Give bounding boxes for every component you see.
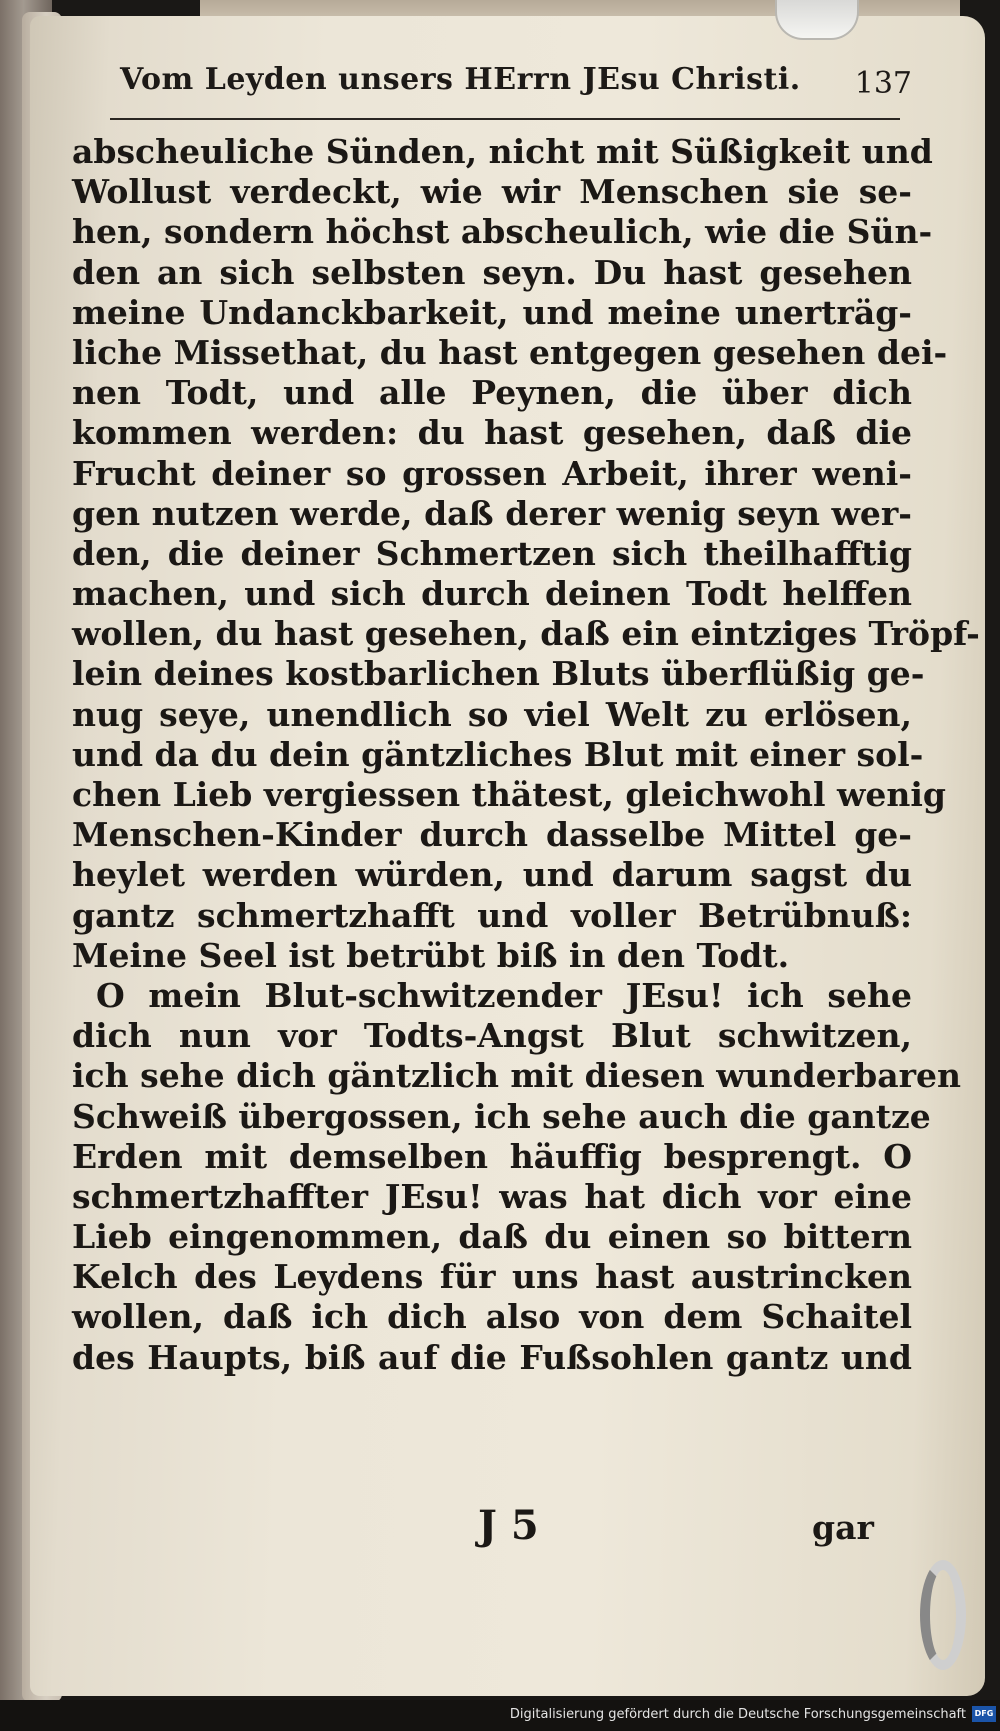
signature-mark: J 5 [478, 1502, 539, 1549]
body-text [72, 132, 980, 1522]
text-line: gantz schmertzhafft und voller Betrübnuß: [72, 895, 912, 935]
text-line: dich nun vor Todts-Angst Blut schwitzen, [72, 1016, 912, 1056]
text-line: ich sehe dich gäntzlich mit diesen wunderbaren [72, 1056, 961, 1096]
header-rule [110, 118, 900, 120]
text-line: Meine Seel ist betrübt biß in den Todt. [72, 935, 790, 975]
text-line: den, die deiner Schmertzen sich theilhafftig [72, 533, 912, 573]
text-line: den an sich selbsten seyn. Du hast gesehen [72, 252, 912, 292]
funding-credit: Digitalisierung gefördert durch die Deutsche Forschungsgemeinschaft [509, 1707, 966, 1722]
text-line: machen, und sich durch deinen Todt helffen [72, 574, 912, 614]
dfg-logo: DFG [972, 1706, 996, 1722]
catchword: gar [812, 1508, 874, 1547]
text-line: Frucht deiner so grossen Arbeit, ihrer weni- [72, 453, 912, 493]
text-line: O mein Blut-schwitzender JEsu! ich sehe [96, 975, 912, 1015]
text-line: heylet werden würden, und darum sagst du [72, 855, 912, 895]
text-line: kommen werden: du hast gesehen, daß die [72, 413, 912, 453]
text-line: nug seye, unendlich so viel Welt zu erlösen, [72, 694, 912, 734]
text-line: wollen, du hast gesehen, daß ein eintziges Tröpf- [72, 614, 980, 654]
text-line: hen, sondern höchst abscheulich, wie die Sün- [72, 212, 933, 252]
binding-ring [920, 1560, 966, 1670]
text-line: Wollust verdeckt, wie wir Menschen sie se- [72, 172, 912, 212]
text-line: meine Undanckbarkeit, und meine unerträg- [72, 292, 912, 332]
text-line: gen nutzen werde, daß derer wenig seyn wer- [72, 493, 912, 533]
text-line: und da du dein gäntzliches Blut mit einer sol- [72, 734, 924, 774]
text-line: lein deines kostbarlichen Bluts überflüßig ge- [72, 654, 925, 694]
text-line: Schweiß übergossen, ich sehe auch die gantze [72, 1096, 931, 1136]
text-line: nen Todt, und alle Peynen, die über dich [72, 373, 912, 413]
text-line: Lieb eingenommen, daß du einen so bittern [72, 1217, 912, 1257]
running-title: Vom Leyden unsers HErrn JEsu Christi. [120, 62, 801, 97]
text-line: schmertzhaffter JEsu! was hat dich vor eine [72, 1176, 912, 1216]
text-line: des Haupts, biß auf die Fußsohlen gantz und [72, 1337, 912, 1377]
text-line: Menschen-Kinder durch dasselbe Mittel ge- [72, 815, 912, 855]
text-line: chen Lieb vergiessen thätest, gleichwohl wenig [72, 775, 946, 814]
page-header [112, 62, 912, 110]
text-line: abscheuliche Sünden, nicht mit Süßigkeit und [72, 132, 933, 171]
text-line: wollen, daß ich dich also von dem Schaitel [72, 1297, 912, 1337]
text-line: liche Missethat, du hast entgegen gesehen dei- [72, 332, 948, 372]
page-clip [775, 0, 859, 40]
page-number: 137 [854, 66, 912, 101]
text-line: Kelch des Leydens für uns hast austrincken [72, 1257, 912, 1297]
text-line: Erden mit demselben häuffig besprengt. O [72, 1136, 912, 1176]
credit-bar [0, 1700, 1000, 1731]
